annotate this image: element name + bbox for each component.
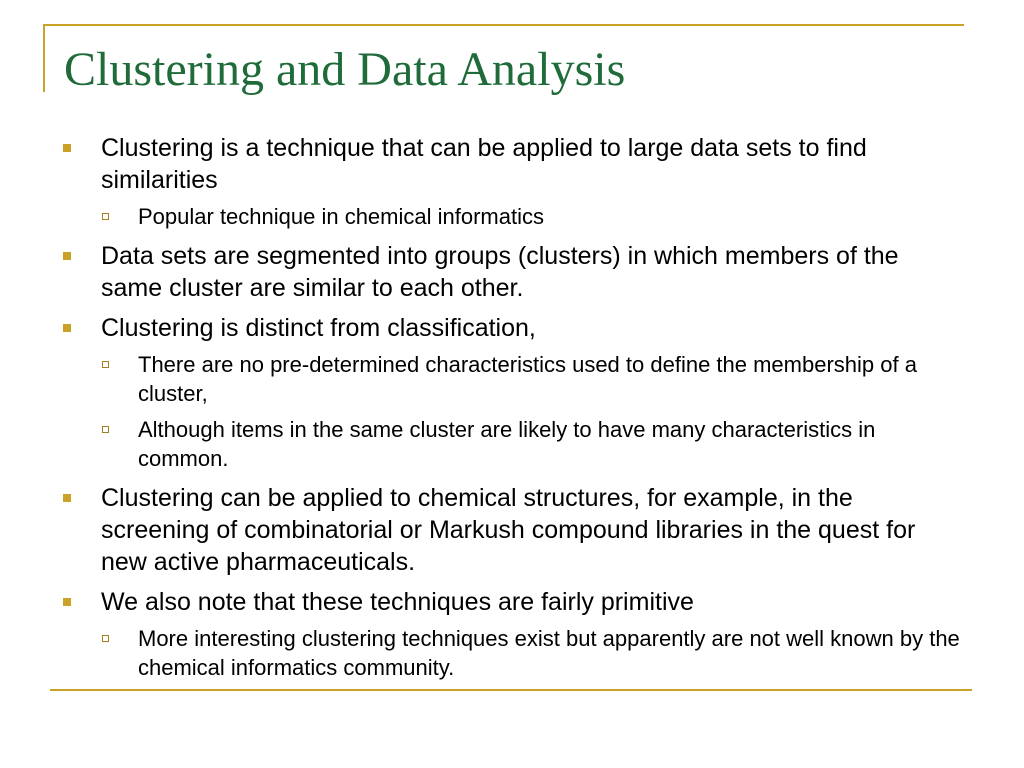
bullet-text: We also note that these techniques are fairly primitive [101,588,694,616]
slide-content [60,132,965,691]
hollow-square-bullet-icon [102,635,109,642]
bullet-item [60,586,965,618]
sub-bullet-text: Although items in the same cluster are likely to have many characteristics in common. [138,417,876,471]
sub-bullet-item [60,415,965,473]
bullet-item [60,312,965,344]
sub-bullet-item [60,202,965,231]
square-bullet-icon [63,252,71,260]
hollow-square-bullet-icon [102,213,109,220]
hollow-square-bullet-icon [102,361,109,368]
sub-bullet-text: More interesting clustering techniques exist but apparently are not well known by the chemical informatics community. [138,626,960,680]
slide-title: Clustering and Data Analysis [64,43,626,96]
bullet-text: Clustering is a technique that can be applied to large data sets to find similarities [101,134,867,194]
square-bullet-icon [63,494,71,502]
square-bullet-icon [63,144,71,152]
bullet-text: Clustering can be applied to chemical structures, for example, in the screening of combinatorial or Markush compound libraries in the quest for new active pharmaceuticals. [101,484,916,576]
square-bullet-icon [63,324,71,332]
bullet-item [60,132,965,196]
sub-bullet-text: Popular technique in chemical informatics [138,204,544,229]
frame-top-rule [43,24,964,26]
sub-bullet-item [60,624,965,682]
bullet-item [60,482,965,578]
sub-bullet-text: There are no pre-determined characteristics used to define the membership of a cluster, [138,352,917,406]
bullet-text: Clustering is distinct from classification, [101,314,536,342]
frame-bottom-rule [50,689,972,691]
square-bullet-icon [63,598,71,606]
hollow-square-bullet-icon [102,426,109,433]
bullet-text: Data sets are segmented into groups (clusters) in which members of the same cluster are similar to each other. [101,242,899,302]
frame-left-rule [43,24,45,92]
bullet-item [60,240,965,304]
sub-bullet-item [60,350,965,408]
